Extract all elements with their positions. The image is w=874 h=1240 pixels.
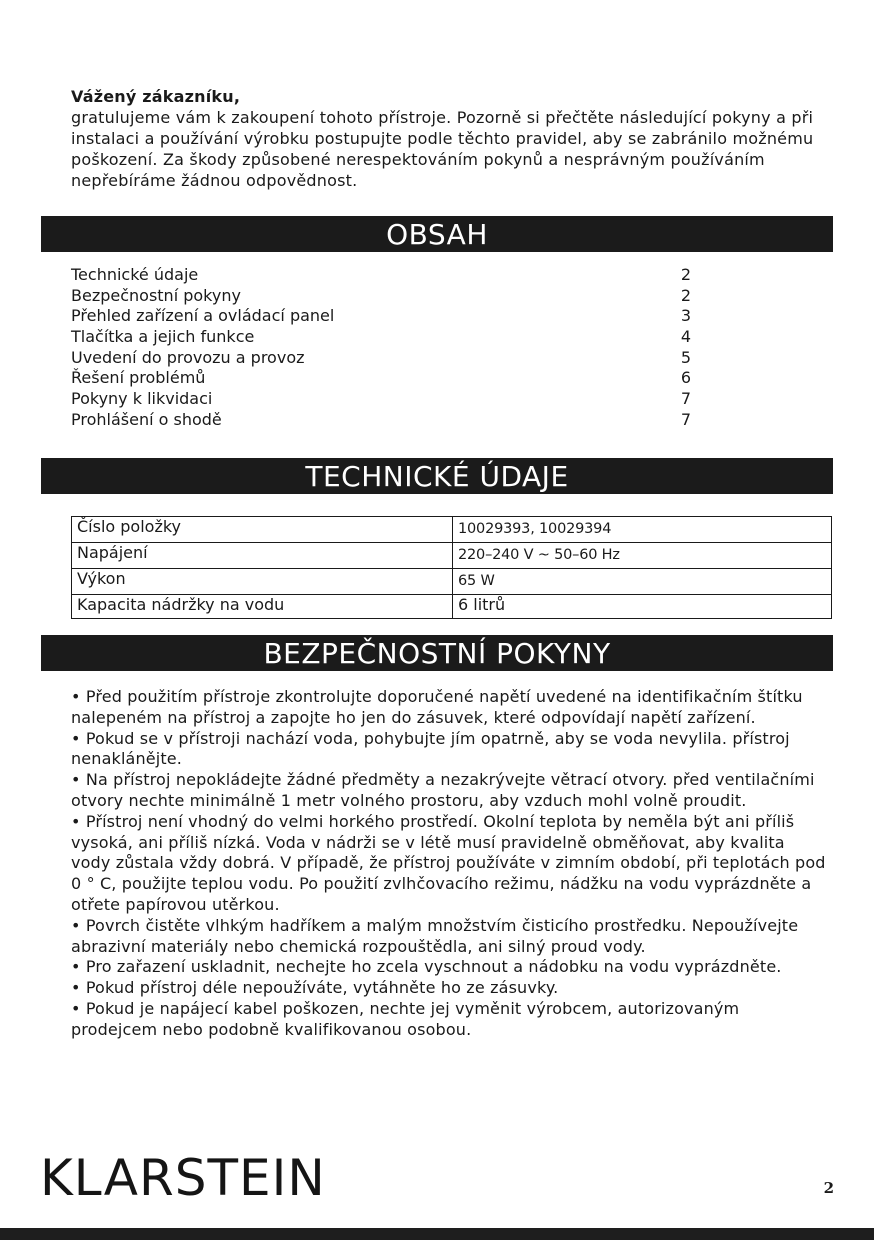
toc-page: 7: [680, 409, 691, 429]
toc-row[interactable]: [71, 265, 691, 286]
section-header-technical: TECHNICKÉ ÚDAJE: [41, 458, 833, 494]
toc-title: Řešení problémů: [71, 368, 206, 388]
toc-title: Bezpečnostní pokyny: [71, 285, 241, 305]
toc-page: 2: [680, 265, 691, 284]
toc-row[interactable]: [71, 389, 691, 410]
spec-value: 65 W: [453, 569, 832, 595]
spec-label: Číslo položky: [72, 517, 453, 543]
toc-title: Pokyny k likvidaci: [71, 389, 213, 409]
toc-page: 3: [680, 306, 691, 326]
toc-page: 5: [680, 347, 691, 367]
toc-page: 6: [680, 368, 691, 388]
greeting-body: gratulujeme vám k zakoupení tohoto přístroje. Pozorně si přečtěte následující pokyny a při instalaci a používání výrobku postupujte podle těchto pravidel, aby se zabránilo možnému poškození. Za škody způsobené nerespektováním pokynů a nesprávným používáním nepřebíráme žádnou odpovědnost.: [71, 108, 814, 190]
toc-row[interactable]: [71, 348, 691, 369]
greeting-block: [71, 86, 831, 191]
list-item: • Na přístroj nepokládejte žádné předměty a nezakrývejte větrací otvory. před ventilačními otvory nechte minimálně 1 metr volného prostoru, aby vzduch mohl volně proudit.: [71, 770, 815, 810]
spec-value: 10029393, 10029394: [453, 517, 832, 543]
toc-row[interactable]: [71, 327, 691, 348]
spec-value: 220–240 V ~ 50–60 Hz: [453, 543, 832, 569]
list-item: • Pro zařazení uskladnit, nechejte ho zcela vyschnout a nádobku na vodu vyprázdněte.: [71, 957, 782, 977]
table-of-contents: [71, 265, 691, 431]
toc-title: Prohlášení o shodě: [71, 409, 222, 429]
spec-label: Kapacita nádržky na vodu: [72, 595, 453, 619]
table-row: [72, 569, 832, 595]
spec-value: 6 litrů: [453, 595, 832, 619]
list-item: • Pokud je napájecí kabel poškozen, nechte jej vyměnit výrobcem, autorizovaným prodejcem nebo podobně kvalifikovanou osobou.: [71, 998, 740, 1039]
greeting-title: Vážený zákazníku,: [71, 87, 241, 106]
table-row: [72, 543, 832, 569]
toc-title: Přehled zařízení a ovládací panel: [71, 306, 335, 326]
table-row: [72, 517, 832, 543]
safety-instructions: [71, 687, 827, 1041]
toc-page: 4: [680, 327, 691, 347]
section-header-contents: OBSAH: [41, 216, 833, 252]
list-item: • Pokud se v přístroji nachází voda, pohybujte jím opatrně, aby se voda nevylila. přístroj nenaklánějte.: [71, 728, 790, 769]
toc-row[interactable]: [71, 286, 691, 307]
spec-label: Napájení: [72, 543, 453, 569]
list-item: • Povrch čistěte vlhkým hadříkem a malým množstvím čisticího prostředku. Nepoužívejte abrazivní materiály nebo chemická rozpouštědla, ani silný proud vody.: [71, 915, 799, 956]
footer-bar: [0, 1228, 874, 1240]
spec-label: Výkon: [72, 569, 453, 595]
page-number: 2: [823, 1179, 834, 1197]
toc-row[interactable]: [71, 306, 691, 327]
toc-page: 2: [680, 285, 691, 305]
toc-page: 7: [680, 389, 691, 409]
toc-title: Uvedení do provozu a provoz: [71, 347, 305, 367]
list-item: • Před použitím přístroje zkontrolujte doporučené napětí uvedené na identifikačním štítku nalepeném na přístroj a zapojte ho jen do zásuvek, které odpovídají napětí zařízení.: [71, 687, 803, 727]
table-row: [72, 595, 832, 619]
brand-logo: KLARSTEIN: [40, 1149, 326, 1207]
toc-title: Technické údaje: [71, 265, 199, 284]
section-header-safety: BEZPEČNOSTNÍ POKYNY: [41, 635, 833, 671]
list-item: • Pokud přístroj déle nepoužíváte, vytáhněte ho ze zásuvky.: [71, 978, 559, 998]
list-item: • Přístroj není vhodný do velmi horkého prostředí. Okolní teplota by neměla být ani příliš vysoká, ani příliš nízká. Voda v nádrži se v létě musí pravidelně obměňovat, aby kvalita vody zůstala vždy dobrá. V případě, že přístroj používáte v zimním období, při teplotách pod 0 ° C, použijte teplou vodu. Po použití zvlhčovacího režimu, nádžku na vodu vyprázdněte a otřete papírovou utěrkou.: [71, 811, 826, 914]
spec-table: [71, 516, 832, 619]
toc-title: Tlačítka a jejich funkce: [71, 327, 255, 347]
toc-row[interactable]: [71, 368, 691, 389]
toc-row[interactable]: [71, 410, 691, 431]
